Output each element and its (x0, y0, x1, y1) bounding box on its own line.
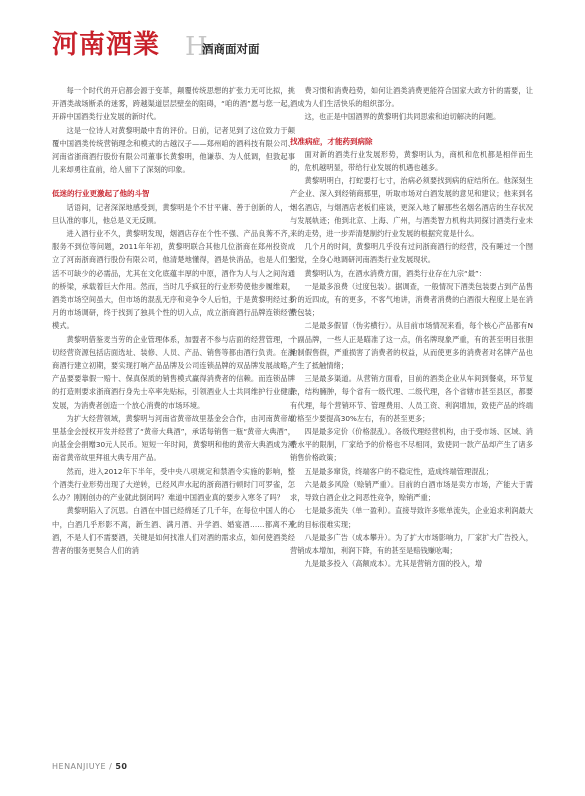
paragraph: 黄黎明陷入了沉思。白酒在中国已经绵延了几千年，在每位中国人的心中，白酒几乎形影不离，新生酒、满月酒、升学酒、婚宴酒……都离不开酒，不是人们不需要酒，关键是如何找准人们对酒的需求点，如何使酒类经营者的服务更契合人们的消 (52, 506, 295, 555)
page-header (52, 26, 552, 70)
paragraph: 五是最多窜货，终端客户的不稳定性，造成终端管理混乱； (304, 466, 494, 476)
right-column (290, 84, 533, 570)
paragraph: 黄黎明认为，在酒水消费方面，酒类行业存在九宗“最”： (304, 268, 487, 278)
paragraph: 黄黎明明白，打蛇要打七寸，治病必须要找到病的症结所在。他深刻生产企业、深入到经销商那里，听取市场对白酒发展的意见和建议；他来到名烟名酒店，与烟酒店老板们座谈，更深入地了解那些名烟名酒店的生存状况与发展轨迹；他到北京、上海、广州，与酒类智力机构共同探讨酒类行业未来的走势，进一步弄清楚制约行业发展的根据究竟是什么。 (290, 176, 533, 239)
page-number: 50 (115, 762, 128, 771)
page-footer (52, 762, 127, 771)
paragraph: 黄黎明借鉴麦当劳的企业管理体系，加盟者不参与店面的经营管理，一切经营资源包括店面选址、装修、人员、产品、销售等都由酒行负责。在浙商酒行建立初期，要实现打响产品品牌及公司连锁品牌的双品牌发展战略，产品要要靠假一赔十、保真保质的销售模式赢得消费者的信赖。而连锁品牌的打造则要求浙商酒行身先士卒率先贴标，引领酒业人士共同维护行业健康发展，为消费者创造一个放心消费的市场环境。 (52, 334, 295, 410)
paragraph: 每一个时代的开启都会源于变革，颠覆传统思想的扩张力无可比拟，挑开酒类战场断杀的迷雾，跨越渠道层层壁垒的阻碍，“咱的酒”愿与您一起，开辟中国酒类行业发展的新时代。 (52, 86, 295, 122)
paragraph: 几个月的时间，黄黎明几乎没有过问浙商酒行的经营，没有睡过一个囫囵觉，全身心地调研河南酒类行业发展现状。 (290, 242, 533, 265)
footer-separator: / (106, 762, 116, 771)
subheading: 低迷的行业更激起了他的斗智 (52, 189, 150, 199)
paragraph: 七是最多流失（单一盈利）。直接导致许多账单流失，企业追求利润最大化的目标很难实现； (290, 506, 533, 529)
paragraph: 这，也正是中国酒界的黄黎明们共同思索和迫切解决的问题。 (304, 112, 501, 122)
paragraph: 三是最多渠道。从营销方面看，目前的酒类企业从车间到餐桌，环节复杂，结构臃肿，每个省有一级代理、二级代理，各个省辖市甚至县区，都要有代理，每个营销环节、管理费用、人员工资、利润增加，致使产品的终端价格至少要提高30%左右，有的甚至更多； (290, 374, 533, 423)
section-title: 酒商面对面 (202, 42, 260, 56)
paragraph: 话语间，记者深深地感受到，黄黎明是个不甘平庸、善于创新的人，一旦认准的事儿，他总是义无反顾。 (52, 202, 295, 225)
paragraph: 八是最多广告（成本攀升）。为了扩大市场影响力，厂家扩大广告投入，营销成本增加，利润下降，有的甚至是赔钱赚吆喝； (290, 532, 533, 555)
paragraph: 然而，进入2012年下半年，受中央八项规定和禁酒令实施的影响，整个酒类行业形势出现了大逆转，已经风声水起的浙商酒行顿时门可罗雀，怎么办？刚刚创办的产业就此倒闭吗？难道中国酒业真的要步入寒冬了吗？ (52, 466, 295, 503)
footer-magazine-name: HENANJIUYE (52, 762, 107, 771)
magazine-logo: 河南酒業 (52, 30, 161, 60)
left-column (52, 84, 295, 557)
paragraph: 二是最多假冒（伪劣横行）。从目前市场情况来看，每个核心产品都有N个副品牌，一些人正是瞄准了这一点，俏名牌现象严重，有的甚至明目张胆地制假售假，严重损害了消费者的权益，从而使更多的消费者对名牌产品也产生了抵触情绪； (290, 321, 533, 371)
paragraph: 进入酒行业不久，黄黎明发现，烟酒店存在个性不强、产品良莠不齐，服务不到位等问题，2011年年初，黄黎明联合其他几位浙商在郑州投资成立了河南浙商酒行股份有限公司，他清楚地懂得，酒是快消品，也是人们生活不可缺少的必需品，尤其在文化底蕴丰厚的中原，酒作为人与人之间沟通的桥梁，承载着巨大作用。然而，当时几乎疯狂的行业形势使他步履维艰，酒类市场空间虽大，但市场的混乱无序和竞争令人后怕，于是黄黎明经过多月的市场调研，终于找到了独具个性的切入点，成立浙商酒行品牌连锁经营模式。 (52, 229, 295, 331)
subheading: 找准病症，才能药到病除 (290, 136, 373, 146)
paragraph: 面对新的酒类行业发展形势，黄黎明认为，商机和危机都是相伴而生的，危机越明显，带给行业发展的机遇也越多。 (290, 149, 533, 173)
paragraph: 为扩大经营领域，黄黎明与河南省黄帝故里基金会合作，由河南黄帝故里基金会授权开发并经营了“黄帝大典酒”，承诺每销售一瓶“黄帝大典酒”，向基金会捐赠30元人民币。短短一年时间，黄黎明和他的黄帝大典酒成为河南省黄帝故里拜祖大典专用产品。 (52, 413, 295, 463)
logo-h-mark: H (185, 32, 208, 62)
paragraph: 这是一位诗人对黄黎明最中肯的评价。日前，记者见到了这位致力于颠覆中国酒类传统营销理念和模式的古越汉子——郑州咱的酒科技有限公司、河南省浙商酒行股份有限公司董事长黄黎明，他谦恭、为人低调，但敦起事儿来却勇往直前，给人留下了深刻的印象。 (52, 125, 295, 175)
paragraph: 九是最多投入（高额成本）。尤其是营销方面的投入，增 (304, 559, 483, 569)
paragraph: 一是最多浪费（过度包装）。据调查，一般情况下酒类包装要占到产品售价的近四成，有的更多，不客气地讲，消费者消费的白酒很大程度上是在消费包装； (290, 281, 533, 318)
paragraph: 四是最多定价（价格混乱）。各级代理经营机构，由于受市场、区域、消费水平的限制，厂家给予的价格也不尽相同，致使同一款产品却产生了诸多销售价格政策； (290, 427, 533, 463)
paragraph: 费习惯和消费趋势，如何让酒类消费更能符合国家大政方针的需要，让酒成为人们生活快乐的组织部分。 (290, 86, 533, 109)
paragraph: 六是最多风险（赊销严重）。目前的白酒市场是卖方市场，产能大于需求，导致白酒企业之间恶性竞争，赊销严重； (290, 479, 533, 503)
